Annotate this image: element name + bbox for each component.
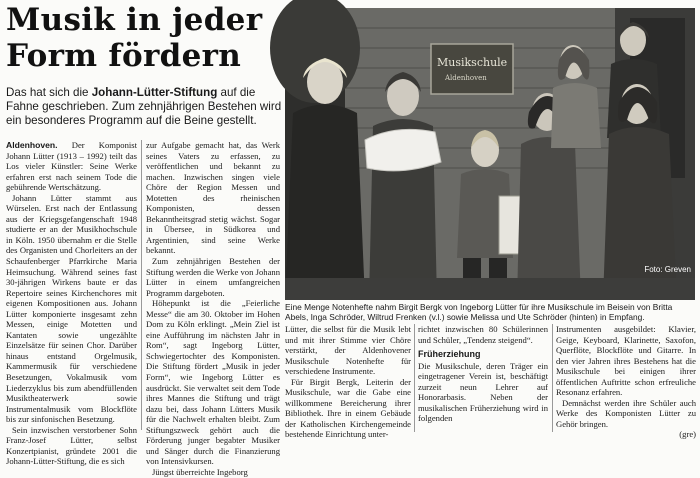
column-divider: [141, 140, 142, 430]
article-paragraph: Lütter, die selbst für die Musik lebt und mit ihrer Stimme vier Chöre verstärkt, der Aldenhovener Musikschule Notenhefte für verschiedene Instrumente.: [285, 324, 411, 377]
author-tag: (gre): [679, 429, 696, 440]
article-photo: [285, 8, 695, 300]
article-paragraph: Sein inzwischen verstorbener Sohn Franz-Josef Lütter, selbst Konzertpianist, gründete 2001 die Johann-Lütter-Stiftung, die es sich: [6, 424, 137, 467]
photo-caption: [285, 302, 697, 322]
article-paragraph: Zum zehnjährigen Bestehen der Stiftung werden die Werke von Johann Lütter in einem umfangreichen Programm dargeboten.: [146, 256, 280, 298]
article-paragraph: Die Musikschule, deren Träger ein eingetragener Verein ist, beschäftigt zurzeit neun Lehrer auf Honorarbasis. Neben der musikalischen Früherziehung wird in folgenden: [418, 360, 548, 424]
column-divider: [552, 324, 553, 432]
caption-text: Eine Menge Notenhefte nahm Birgit Bergk von Ingeborg Lütter für ihre Musikschule im Beisein von Britta Abels, Inga Schröder, Wiltrud Frenken (v.l.) sowie Melissa und Ute Schröder (hinten) in Empfang.: [285, 302, 673, 322]
article-column-5: [556, 324, 696, 440]
headline-line-1: Musik in jeder: [6, 2, 263, 38]
sign-line-2: Aldenhoven: [445, 74, 487, 82]
paragraph-text: Der Komponist Johann Lütter (1913 – 1992) teilt das Los vieler Künstler: Seine Werke erfahren erst nach seinem Tode die gebührende Wertschätzung.: [6, 140, 137, 193]
article-paragraph: Instrumenten ausgebildet: Klavier, Geige, Keyboard, Klarinette, Saxofon, Querflöte, Blockflöte und Gitarre. In den vier Jahren ihres Bestehens hat die Musikschule bei einigen ihrer öffentlichen Auftritte schon erfreuliche Resonanz erfahren.: [556, 324, 696, 398]
article-column-4: [418, 324, 548, 434]
subhead: [6, 86, 284, 128]
photo-credit: Foto: Greven: [644, 265, 691, 274]
sign-line-1: Musikschule: [437, 56, 508, 69]
dateline: Aldenhoven.: [6, 140, 58, 150]
article-paragraph: Jüngst überreichte Ingeborg: [152, 466, 248, 477]
article-paragraph: Höhepunkt ist die „Feierliche Messe“ die am 30. Oktober im Hohen Dom zu Köln erklingt. „Mein Ziel ist eine Aufführung im nächsten Jahr in Rom“, sagt Ingeborg Lütter, Schwiegertochter des Komponisten. Die Stiftung fördert „Musik in jeder Form“, wie Ingeborg Lütter es ausdrückt. Sie verwaltet seit dem Tode ihres Mannes die Stiftung und trägt dazu bei, dass Johann Lütters Musik für die Nachwelt erhalten bleibt. Zum Stiftungszweck gehört auch die Förderung junger begabter Musiker und Sänger durch die Finanzierung von Intensivkursen.: [146, 298, 280, 467]
section-heading-frueherziehung: Früherziehung: [418, 349, 481, 360]
article-column-2: [146, 140, 280, 477]
headline: [6, 2, 282, 74]
column-divider: [414, 324, 415, 432]
article-paragraph: zur Aufgabe gemacht hat, das Werk seines Vaters zu erfassen, zu veröffentlichen und bekannt zu machen. Inzwischen singen viele Chöre der Region Messen und Motetten des rheinischen Komponisten, dessen Bekanntheitsgrad stetig wächst. Sogar in Übersee, in Südkorea und Argentinien, sind seine Werke bekannt.: [146, 140, 280, 256]
headline-line-2: Form fördern: [6, 38, 242, 74]
photo-illustration: [285, 8, 695, 300]
subhead-post: auf die Fahne geschrieben. Zum zehnjährigen Bestehen wird ein besonderes Programm auf die Beine gestellt.: [6, 86, 282, 127]
article-paragraph: richtet inzwischen 80 Schülerinnen und Schüler, „Tendenz steigend“.: [418, 324, 548, 345]
article-paragraph: Demnächst werden ihre Schüler auch Werke des Komponisten Lütter zu Gehör bringen.: [556, 397, 696, 429]
article-paragraph: [6, 140, 137, 193]
article-column-3: [285, 324, 411, 440]
subhead-pre: Das hat sich die: [6, 86, 92, 99]
article-column-1: [6, 140, 137, 467]
article-paragraph: Für Birgit Bergk, Leiterin der Musikschule, war die Gabe eine willkommene Bereicherung ihrer Bibliothek. Ihre in einem Gebäude der Katholischen Kirchengemeinde bestehende Einrichtung unter-: [285, 376, 411, 440]
article-paragraph: Johann Lütter stammt aus Würselen. Erst nach der Entlassung aus der Kriegsgefangenschaft 1948 studierte er an der Musikhochschule in Köln. 1950 übernahm er die Stelle des Organisten und Chorleiters an der Schaufenberger Pfarrkirche Maria Heimsuchung. Während seines fast 30-jährigen Wirkens baute er das Repertoire seines Kirchenchores mit eigenen Kompositionen aus. Johann Lütter komponierte insgesamt zehn Messen, einige Motetten und Kantaten sowie ungezählte Einzelsätze für seinen Chor. Darüber hinaus entstand Orgelmusik, Kammermusik für verschiedene Besetzungen, Vokalmusik vom Liederzyklus bis zum abendfüllenden Musiktheaterwerk sowie Instrumentalmusik vom Blockflöte bis zur sinfonischen Besetzung.: [6, 192, 137, 425]
subhead-foundation-name: Johann-Lütter-Stiftung: [91, 86, 218, 99]
